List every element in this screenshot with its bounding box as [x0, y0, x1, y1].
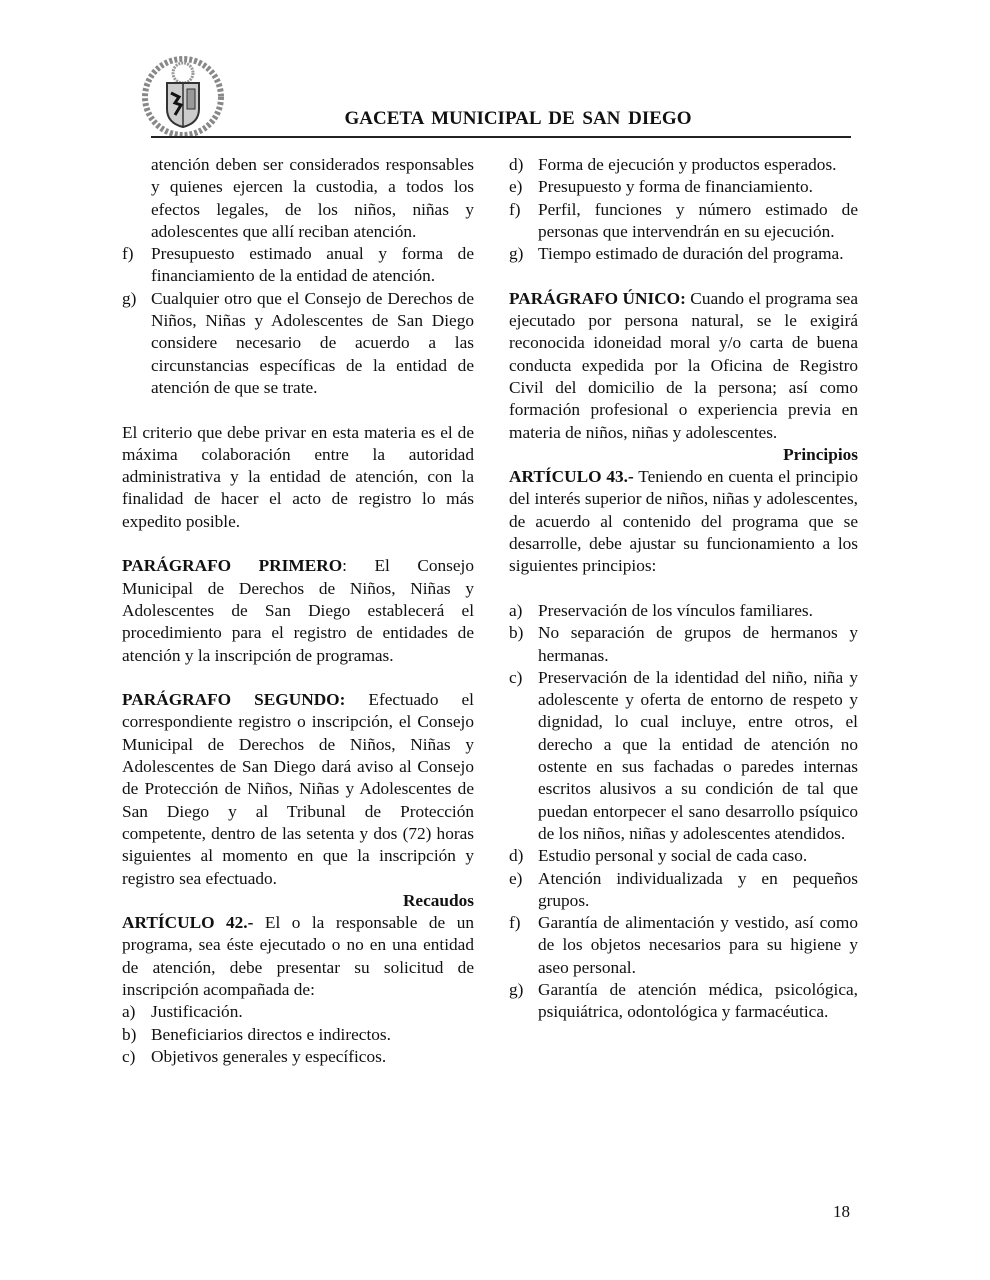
list-label: g): [509, 979, 524, 999]
criterio-paragraph: El criterio que debe privar en esta materia es el de máxima colaboración entre la autoridad administrativa y la entidad de atención, con la finalidad de hacer el acto de registro lo más expedito posible.: [122, 422, 474, 531]
list-item: [122, 288, 474, 399]
left-column: [122, 154, 474, 1068]
list-text: Forma de ejecución y productos esperados.: [538, 155, 837, 174]
list-label: e): [509, 868, 523, 888]
list-text: Beneficiarios directos e indirectos.: [151, 1024, 391, 1044]
continuation-text: atención deben ser considerados responsables y quienes ejercen la custodia, a todos los efectos legales, de los niños, niñas y adolescentes que allí reciban atención.: [151, 155, 474, 241]
list-label: d): [509, 155, 524, 174]
list-text: Preservación de la identidad del niño, niña y adolescente y oferta de entorno de respeto y dignidad, lo cual incluye, entre otros, el derecho a que la entidad de atención no ostente en sus fachadas o paredes internas escritos alusivos a su condición de tal que puedan entorpecer el sano desarrollo psíquico de los niños, niñas y adolescentes atendidos.: [538, 667, 858, 843]
paragrafo-segundo: [122, 689, 474, 890]
list-item: [122, 1001, 474, 1023]
list-label: f): [509, 913, 521, 933]
header-rule: [151, 136, 851, 138]
list-label: g): [509, 244, 524, 264]
section-heading-recaudos: Recaudos: [402, 890, 474, 910]
list-text: No separación de grupos de hermanos y hermanas.: [538, 623, 858, 665]
list-label: b): [122, 1024, 137, 1044]
list-label: a): [122, 1002, 136, 1022]
list-label: g): [122, 288, 137, 308]
paragrafo-primero-label: PARÁGRAFO PRIMERO: [122, 556, 343, 576]
list-item: [509, 176, 858, 198]
list-text: Presupuesto estimado anual y forma de financiamiento de la entidad de atención.: [151, 244, 474, 286]
list-label: e): [509, 177, 523, 197]
list-item: [509, 243, 858, 265]
paragrafo-primero: [122, 555, 474, 666]
list-text: Presupuesto y forma de financiamiento.: [538, 177, 813, 197]
list-label: c): [122, 1046, 136, 1066]
list-text: Cualquier otro que el Consejo de Derechos de Niños, Niñas y Adolescentes de San Diego considere necesario de acuerdo a las circunstancias específicas de la entidad de atención de que se trate.: [151, 288, 474, 397]
articulo-42: [122, 912, 474, 1001]
articulo-42-label: ARTÍCULO 42.-: [122, 913, 254, 933]
paragrafo-unico-label: PARÁGRAFO ÚNICO:: [509, 288, 686, 308]
page-number: 18: [833, 1202, 850, 1221]
list-item: [509, 600, 858, 622]
list-text: Justificación.: [151, 1002, 243, 1022]
list-item: [509, 154, 858, 176]
list-text: Perfil, funciones y número estimado de personas que intervendrán en su ejecución.: [538, 199, 858, 241]
list-text: Objetivos generales y específicos.: [151, 1046, 387, 1066]
list-item: [509, 622, 858, 667]
list-text: Atención individualizada y en pequeños grupos.: [538, 868, 858, 910]
articulo-43-text: Teniendo en cuenta el principio del interés superior de niños, niñas y adolescentes, de acuerdo al contenido del programa que se desarrolle, debe ajustar su funcionamiento a los siguientes principios:: [509, 467, 859, 576]
list-text: Preservación de los vínculos familiares.: [538, 600, 813, 620]
list-text: Garantía de atención médica, psicológica, psiquiátrica, odontológica y farmacéutica.: [538, 979, 858, 1022]
list-text: Estudio personal y social de cada caso.: [538, 846, 808, 866]
right-column: [509, 154, 858, 1024]
section-heading-principios: Principios: [783, 444, 858, 464]
articulo-42-text: El o la responsable de un programa, sea éste ejecutado o no en una entidad de atención, debe presentar su solicitud de inscripción acompañada de:: [122, 913, 474, 999]
municipal-seal-logo: [137, 55, 229, 137]
list-label: f): [122, 244, 134, 264]
list-item: [509, 199, 858, 244]
list-item: [122, 243, 474, 288]
list-label: c): [509, 667, 523, 687]
list-item: [509, 979, 858, 1024]
list-item: [509, 845, 858, 867]
paragrafo-segundo-label: PARÁGRAFO SEGUNDO:: [122, 690, 346, 710]
paragrafo-primero-text: : El Consejo Municipal de Derechos de Niños, Niñas y Adolescentes de San Diego establecerá el procedimiento para el registro de entidades de atención y la inscripción de programas.: [122, 556, 474, 665]
list-item: [509, 868, 858, 913]
articulo-43: [509, 466, 858, 577]
list-label: b): [509, 623, 524, 643]
list-label: f): [509, 199, 521, 219]
paragrafo-unico-text: Cuando el programa sea ejecutado por persona natural, se le exigirá reconocida idoneidad moral y/o carta de buena conducta expedida por la Oficina de Registro Civil del domicilio de la persona; así como formación profesional o experiencia previa en materia de niños, niñas y adolescentes.: [509, 288, 859, 442]
list-item: [509, 912, 858, 979]
paragrafo-segundo-text: Efectuado el correspondiente registro o inscripción, el Consejo Municipal de Derechos de Niños, Niñas y Adolescentes de San Diego dará aviso al Consejo de Protección de Niños, Niñas y Adolescentes de San Diego y al Tribunal de Protección competente, dentro de las setenta y dos (72) horas siguientes al momento en que la inscripción y registro sea efectuado.: [122, 690, 474, 888]
list-label: a): [509, 600, 523, 620]
articulo-43-label: ARTÍCULO 43.-: [509, 467, 634, 487]
list-label: d): [509, 846, 524, 866]
list-item: [122, 1024, 474, 1046]
paragrafo-unico: [509, 288, 858, 444]
list-item: [509, 667, 858, 845]
list-text: Tiempo estimado de duración del programa.: [538, 244, 844, 264]
list-item: [122, 1046, 474, 1068]
list-text: Garantía de alimentación y vestido, así como de los objetos necesarios para su higiene y aseo personal.: [538, 913, 858, 977]
gazette-title: GACETA MUNICIPAL DE SAN DIEGO: [344, 108, 692, 129]
